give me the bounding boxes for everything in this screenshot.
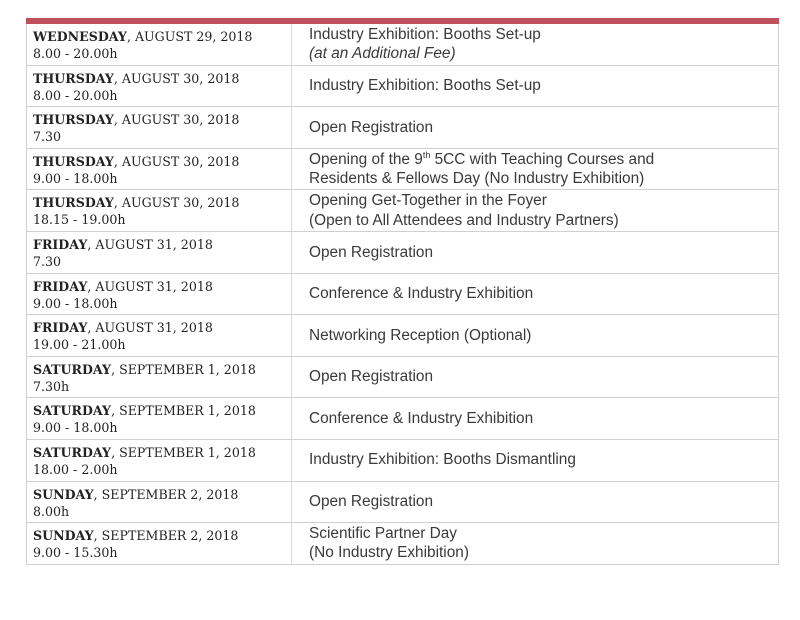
ordinal-suffix: th: [422, 149, 431, 160]
date-label: , AUGUST 31, 2018: [87, 278, 213, 294]
column-divider: [291, 24, 292, 65]
day-label: THURSDAY: [33, 195, 114, 211]
table-row: [26, 107, 779, 149]
day-label: SUNDAY: [33, 486, 94, 502]
event-title: Open Registration: [309, 368, 434, 386]
date-cell: [33, 278, 288, 312]
day-label: WEDNESDAY: [33, 29, 127, 44]
event-cell: [309, 149, 770, 190]
date-label: , AUGUST 31, 2018: [87, 236, 213, 252]
event-cell: [309, 357, 770, 398]
event-title: Industry Exhibition: Booths Set-up: [309, 77, 541, 95]
day-label: THURSDAY: [33, 70, 114, 86]
date-cell: [33, 111, 288, 145]
column-divider: [291, 315, 292, 356]
date-cell: [33, 444, 288, 478]
event-note: (at an Additional Fee): [309, 45, 456, 63]
table-row: [26, 357, 779, 399]
event-cell: [309, 232, 770, 273]
event-title: Open Registration: [309, 243, 434, 261]
date-cell: [33, 527, 288, 561]
date-label: , SEPTEMBER 1, 2018: [111, 361, 256, 377]
time-label: 9.00 - 15.30h: [33, 545, 118, 561]
event-cell: [309, 107, 770, 148]
column-divider: [291, 190, 292, 231]
date-label: , SEPTEMBER 1, 2018: [111, 444, 256, 460]
table-row: [26, 315, 779, 357]
day-label: SATURDAY: [33, 403, 112, 419]
column-divider: [291, 398, 292, 439]
date-cell: [33, 153, 288, 187]
time-label: 7.30h: [33, 378, 70, 394]
table-row: [26, 149, 779, 191]
time-label: 9.00 - 18.00h: [33, 420, 118, 436]
time-label: 18.15 - 19.00h: [33, 212, 126, 228]
time-label: 9.00 - 18.00h: [33, 295, 118, 311]
day-label: FRIDAY: [33, 236, 88, 252]
event-note: (Open to All Attendees and Industry Partners): [309, 211, 619, 229]
event-title: Scientific Partner Day: [309, 524, 457, 542]
event-cell: [309, 190, 770, 231]
day-label: FRIDAY: [33, 278, 88, 294]
day-label: FRIDAY: [33, 320, 88, 336]
time-label: 7.30: [33, 253, 62, 269]
event-cell: [309, 274, 770, 315]
table-row: [26, 66, 779, 108]
table-row: [26, 440, 779, 482]
column-divider: [291, 523, 292, 564]
event-title: Networking Reception (Optional): [309, 326, 532, 344]
date-label: , AUGUST 30, 2018: [113, 112, 240, 128]
date-label: , AUGUST 30, 2018: [113, 153, 240, 169]
table-row: [26, 24, 779, 66]
column-divider: [291, 149, 292, 190]
column-divider: [291, 482, 292, 523]
event-cell: [309, 523, 770, 564]
table-row: [26, 482, 779, 524]
column-divider: [291, 66, 292, 107]
time-label: 8.00h: [33, 503, 70, 519]
column-divider: [291, 357, 292, 398]
column-divider: [291, 274, 292, 315]
event-title: Opening Get-Together in the Foyer: [309, 192, 547, 210]
date-cell: [33, 486, 288, 520]
time-label: 8.00 - 20.00h: [33, 87, 118, 103]
event-cell: [309, 24, 770, 65]
event-cell: [309, 315, 770, 356]
date-label: , SEPTEMBER 2, 2018: [93, 486, 239, 502]
day-label: THURSDAY: [33, 112, 114, 128]
date-label: , AUGUST 30, 2018: [113, 195, 240, 211]
event-title: Conference & Industry Exhibition: [309, 409, 534, 427]
date-label: , AUGUST 31, 2018: [87, 320, 213, 336]
date-label: , SEPTEMBER 1, 2018: [111, 403, 256, 419]
event-note: Residents & Fellows Day (No Industry Exhibition): [309, 170, 645, 188]
day-label: THURSDAY: [33, 153, 114, 169]
date-label: , SEPTEMBER 2, 2018: [93, 528, 239, 544]
event-title: Open Registration: [309, 118, 434, 136]
date-label: , AUGUST 30, 2018: [113, 70, 240, 86]
time-label: 9.00 - 18.00h: [33, 170, 118, 186]
date-cell: [33, 361, 288, 395]
table-row: [26, 190, 779, 232]
event-cell: [309, 440, 770, 481]
event-cell: [309, 482, 770, 523]
date-cell: [33, 319, 288, 353]
table-row: [26, 523, 779, 565]
day-label: SATURDAY: [33, 444, 112, 460]
event-title-part: Opening of the 9: [309, 150, 423, 168]
date-cell: [33, 236, 288, 270]
event-title: Industry Exhibition: Booths Dismantling: [309, 451, 576, 469]
date-label: , AUGUST 29, 2018: [126, 29, 253, 44]
time-label: 7.30: [33, 129, 62, 145]
date-cell: [33, 70, 288, 104]
event-title: Industry Exhibition: Booths Set-up: [309, 25, 541, 43]
date-cell: [33, 28, 288, 62]
day-label: SATURDAY: [33, 361, 112, 377]
date-cell: [33, 194, 288, 228]
table-row: [26, 398, 779, 440]
day-label: SUNDAY: [33, 528, 94, 544]
column-divider: [291, 232, 292, 273]
event-title-part: 5CC with Teaching Courses and: [430, 150, 655, 168]
event-cell: [309, 66, 770, 107]
table-row: [26, 232, 779, 274]
column-divider: [291, 440, 292, 481]
time-label: 18.00 - 2.00h: [33, 461, 118, 477]
event-title: [309, 150, 770, 170]
schedule-table: [26, 18, 779, 565]
event-title: Conference & Industry Exhibition: [309, 285, 534, 303]
table-row: [26, 274, 779, 316]
time-label: 8.00 - 20.00h: [33, 46, 118, 61]
event-title: Open Registration: [309, 493, 434, 511]
event-cell: [309, 398, 770, 439]
column-divider: [291, 107, 292, 148]
date-cell: [33, 402, 288, 436]
time-label: 19.00 - 21.00h: [33, 337, 126, 353]
event-note: (No Industry Exhibition): [309, 544, 469, 562]
